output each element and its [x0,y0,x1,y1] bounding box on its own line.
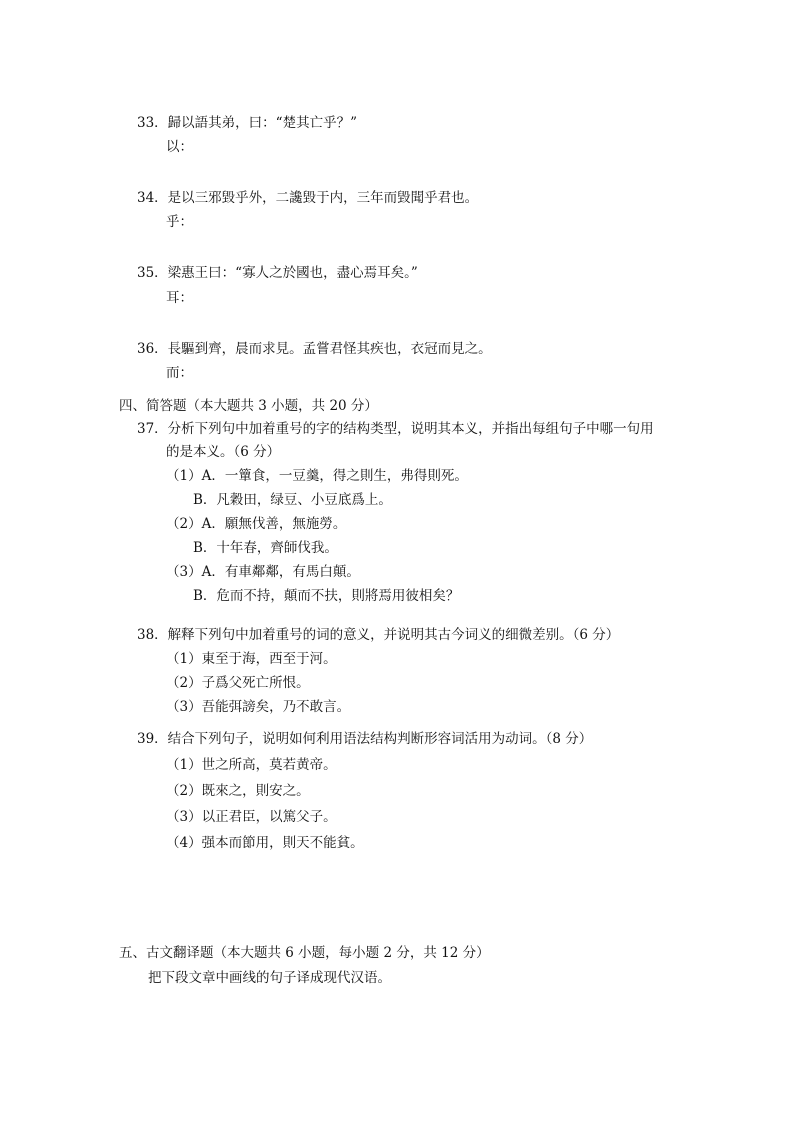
q38-item-1: （1）東至于海，西至于河。 [166,651,337,667]
question-39: 39．结合下列句子，说明如何利用语法结构判断形容词活用为动词。（8 分） [137,731,593,747]
question-35: 35．梁惠王曰：“寡人之於國也，盡心焉耳矣。” [137,265,418,281]
answer-prompt-34: 乎： [166,214,193,230]
q39-item-4: （4）强本而節用，則天不能貧。 [166,835,364,851]
question-36: 36．長驅到齊，晨而求見。孟嘗君怪其疾也，衣冠而見之。 [137,341,492,357]
answer-prompt-33: 以： [166,139,193,155]
section-4-heading: 四、简答题（本大题共 3 小题，共 20 分） [119,398,378,414]
q37-item-1a: （1）A．一簞食，一豆羹，得之則生，弗得則死。 [166,468,468,484]
q37-item-2b: B．十年春，齊師伐我。 [193,540,338,556]
q37-item-1b: B．凡穀田，绿豆、小豆底爲上。 [193,492,392,508]
question-33: 33．歸以語其弟，曰：“楚其亡乎？” [137,115,357,131]
q39-item-2: （2）既來之，則安之。 [166,783,310,799]
question-37-line2: 的是本义。（6 分） [166,444,281,460]
answer-prompt-36: 而： [166,365,193,381]
question-37-line1: 37．分析下列句中加着重号的字的结构类型，说明其本义，并指出每组句子中哪一句用 [137,421,654,437]
section-5-heading: 五、古文翻译题（本大题共 6 小题，每小题 2 分，共 12 分） [119,945,490,961]
q39-item-3: （3）以正君臣，以篤父子。 [166,809,337,825]
answer-prompt-35: 耳： [166,290,193,306]
q38-item-3: （3）吾能弭謗矣，乃不敢言。 [166,699,351,715]
section-5-instruction: 把下段文章中画线的句子译成现代汉语。 [148,970,391,986]
question-34: 34．是以三邪毀乎外，二讒毀于内，三年而毀聞乎君也。 [137,190,479,206]
q37-item-2a: （2）A．願無伐善，無施勞。 [166,516,347,532]
q37-item-3b: B．危而不持，顛而不扶，則將焉用彼相矣？ [193,588,460,604]
q39-item-1: （1）世之所高，莫若黄帝。 [166,757,337,773]
question-38: 38．解释下列句中加着重号的词的意义，并说明其古今词义的细微差别。（6 分） [137,627,620,643]
q37-item-3a: （3）A．有車鄰鄰，有馬白顛。 [166,564,360,580]
q38-item-2: （2）子爲父死亡所恨。 [166,675,310,691]
